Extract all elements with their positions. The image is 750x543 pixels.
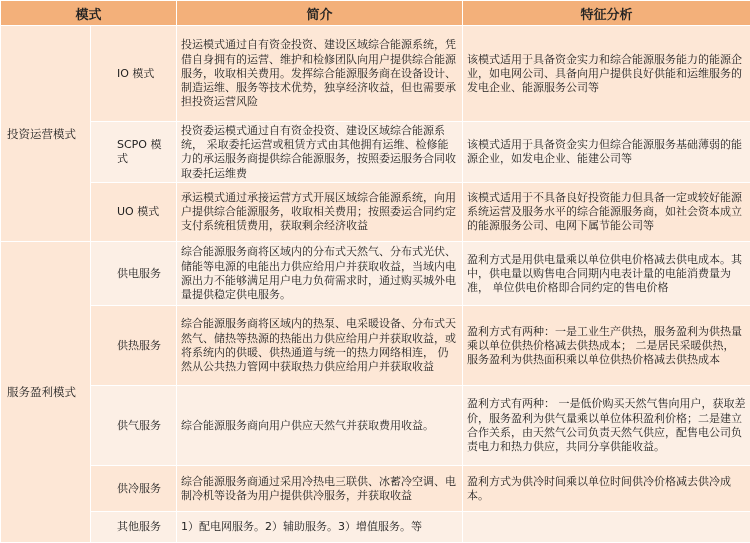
submode-label: IO 模式 — [95, 67, 172, 81]
table-row — [1, 122, 750, 183]
table-row — [1, 385, 750, 465]
mode-cell: 投资运营模式 — [1, 26, 91, 242]
feature-cell: 盈利方式为供冷时间乘以单位时间供冷价格减去供冷成本。 — [463, 465, 750, 511]
mode-cell: 服务盈利模式 — [1, 241, 91, 542]
description-cell: 投运模式通过自有资金投资、建设区域综合能源系统，凭借自身拥有的运营、维护和检修团队向用户提供综合能源服务，收取相关费用。发挥综合能源服务商在设备设计、制造运维、服务等技术优势，独享经济收益，但也需要承担投资运营风险 — [177, 26, 463, 122]
description-cell: 承运模式通过承接运营方式开展区域综合能源系统，向用户提供综合能源服务，收取相关费用；按照委运合同约定支付系统租赁费用，获取剩余经济收益 — [177, 182, 463, 241]
feature-cell: 盈利方式有两种：一是工业生产供热，服务盈利为供热量乘以单位供热价格减去供热成本； 二是居民采暖供热， 服务盈利为供热面积乘以单位供热价格减去供热成本 — [463, 305, 750, 385]
table-row — [1, 511, 750, 542]
submode-label: 供气服务 — [95, 419, 172, 433]
table-row — [1, 465, 750, 511]
table-row — [1, 182, 750, 241]
submode-label: 供电服务 — [95, 267, 172, 281]
description-cell: 1）配电网服务。2）辅助服务。3）增值服务。等 — [177, 511, 463, 542]
table-row — [1, 305, 750, 385]
table-row — [1, 26, 750, 122]
description-cell: 综合能源服务商将区域内的分布式天然气、分布式光伏、储能等电源的电能出力供应给用户并获取收益，当域内电源出力不能够满足用户电力负荷需求时，通过购买城外电量提供稳定供电服务。 — [177, 241, 463, 305]
description-cell: 投资委运模式通过自有资金投资、建设区域综合能源系统， 采取委托运营或租赁方式由其他拥有运维、检修能力的承运服务商提供综合能源服务，按照委运服务合同收取委托运维费 — [177, 122, 463, 183]
submode-label: SCPO 模式 — [95, 138, 172, 166]
table-header-row — [1, 1, 750, 26]
submode-label: UO 模式 — [95, 205, 172, 219]
feature-cell: 该模式适用于具备资金实力但综合能源服务基础薄弱的能源企业，如发电企业、能建公司等 — [463, 122, 750, 183]
submode-cell — [91, 122, 177, 183]
submode-cell — [91, 511, 177, 542]
description-cell: 综合能源服务商将区域内的热泵、电采暖设备、分布式天然气、储热等热源的热能出力供应给用户并获取收益，或将系统内的供暖、供热通道与统一的热力网络相连， 仍然从公共热力管网中获取热力供应给用户并获取收益 — [177, 305, 463, 385]
feature-cell: 该模式适用于具备资金实力和综合能源服务能力的能源企业，如电网公司、具备向用户提供良好供能和运维服务的发电企业、能源服务公司等 — [463, 26, 750, 122]
feature-cell: 盈利方式有两种： 一是低价购买天然气售向用户，获取差价，服务盈利为供气量乘以单位体积盈利价格；二是建立合作关系，由天然气公司负责天然气供应，配售电公司负责电力和热力供应，共同分享供能收益。 — [463, 385, 750, 465]
description-cell: 综合能源服务商向用户供应天然气并获取费用收益。 — [177, 385, 463, 465]
submode-cell — [91, 305, 177, 385]
submode-cell — [91, 385, 177, 465]
description-cell: 综合能源服务商通过采用冷热电三联供、冰蓄冷空调、电制冷机等设备为用户提供供冷服务，并获取收益 — [177, 465, 463, 511]
submode-label: 其他服务 — [95, 520, 172, 534]
feature-cell: 该模式适用于不具备良好投资能力但具备一定或较好能源系统运营及服务水平的综合能源服务商，如社会资本成立的能源服务公司、电网下属节能公司等 — [463, 182, 750, 241]
submode-cell — [91, 241, 177, 305]
submode-label: 供冷服务 — [95, 482, 172, 496]
submode-cell — [91, 26, 177, 122]
feature-cell: 盈利方式是用供电量乘以单位供电价格减去供电成本。其中，供电量以购售电合同期内电表计量的电能消费量为准， 单位供电价格即合同约定的售电价格 — [463, 241, 750, 305]
feature-cell — [463, 511, 750, 542]
submode-label: 供热服务 — [95, 339, 172, 353]
header-feature: 特征分析 — [463, 1, 750, 26]
submode-cell — [91, 182, 177, 241]
table-row — [1, 241, 750, 305]
submode-cell — [91, 465, 177, 511]
header-description: 简介 — [177, 1, 463, 26]
header-mode: 模式 — [1, 1, 177, 26]
